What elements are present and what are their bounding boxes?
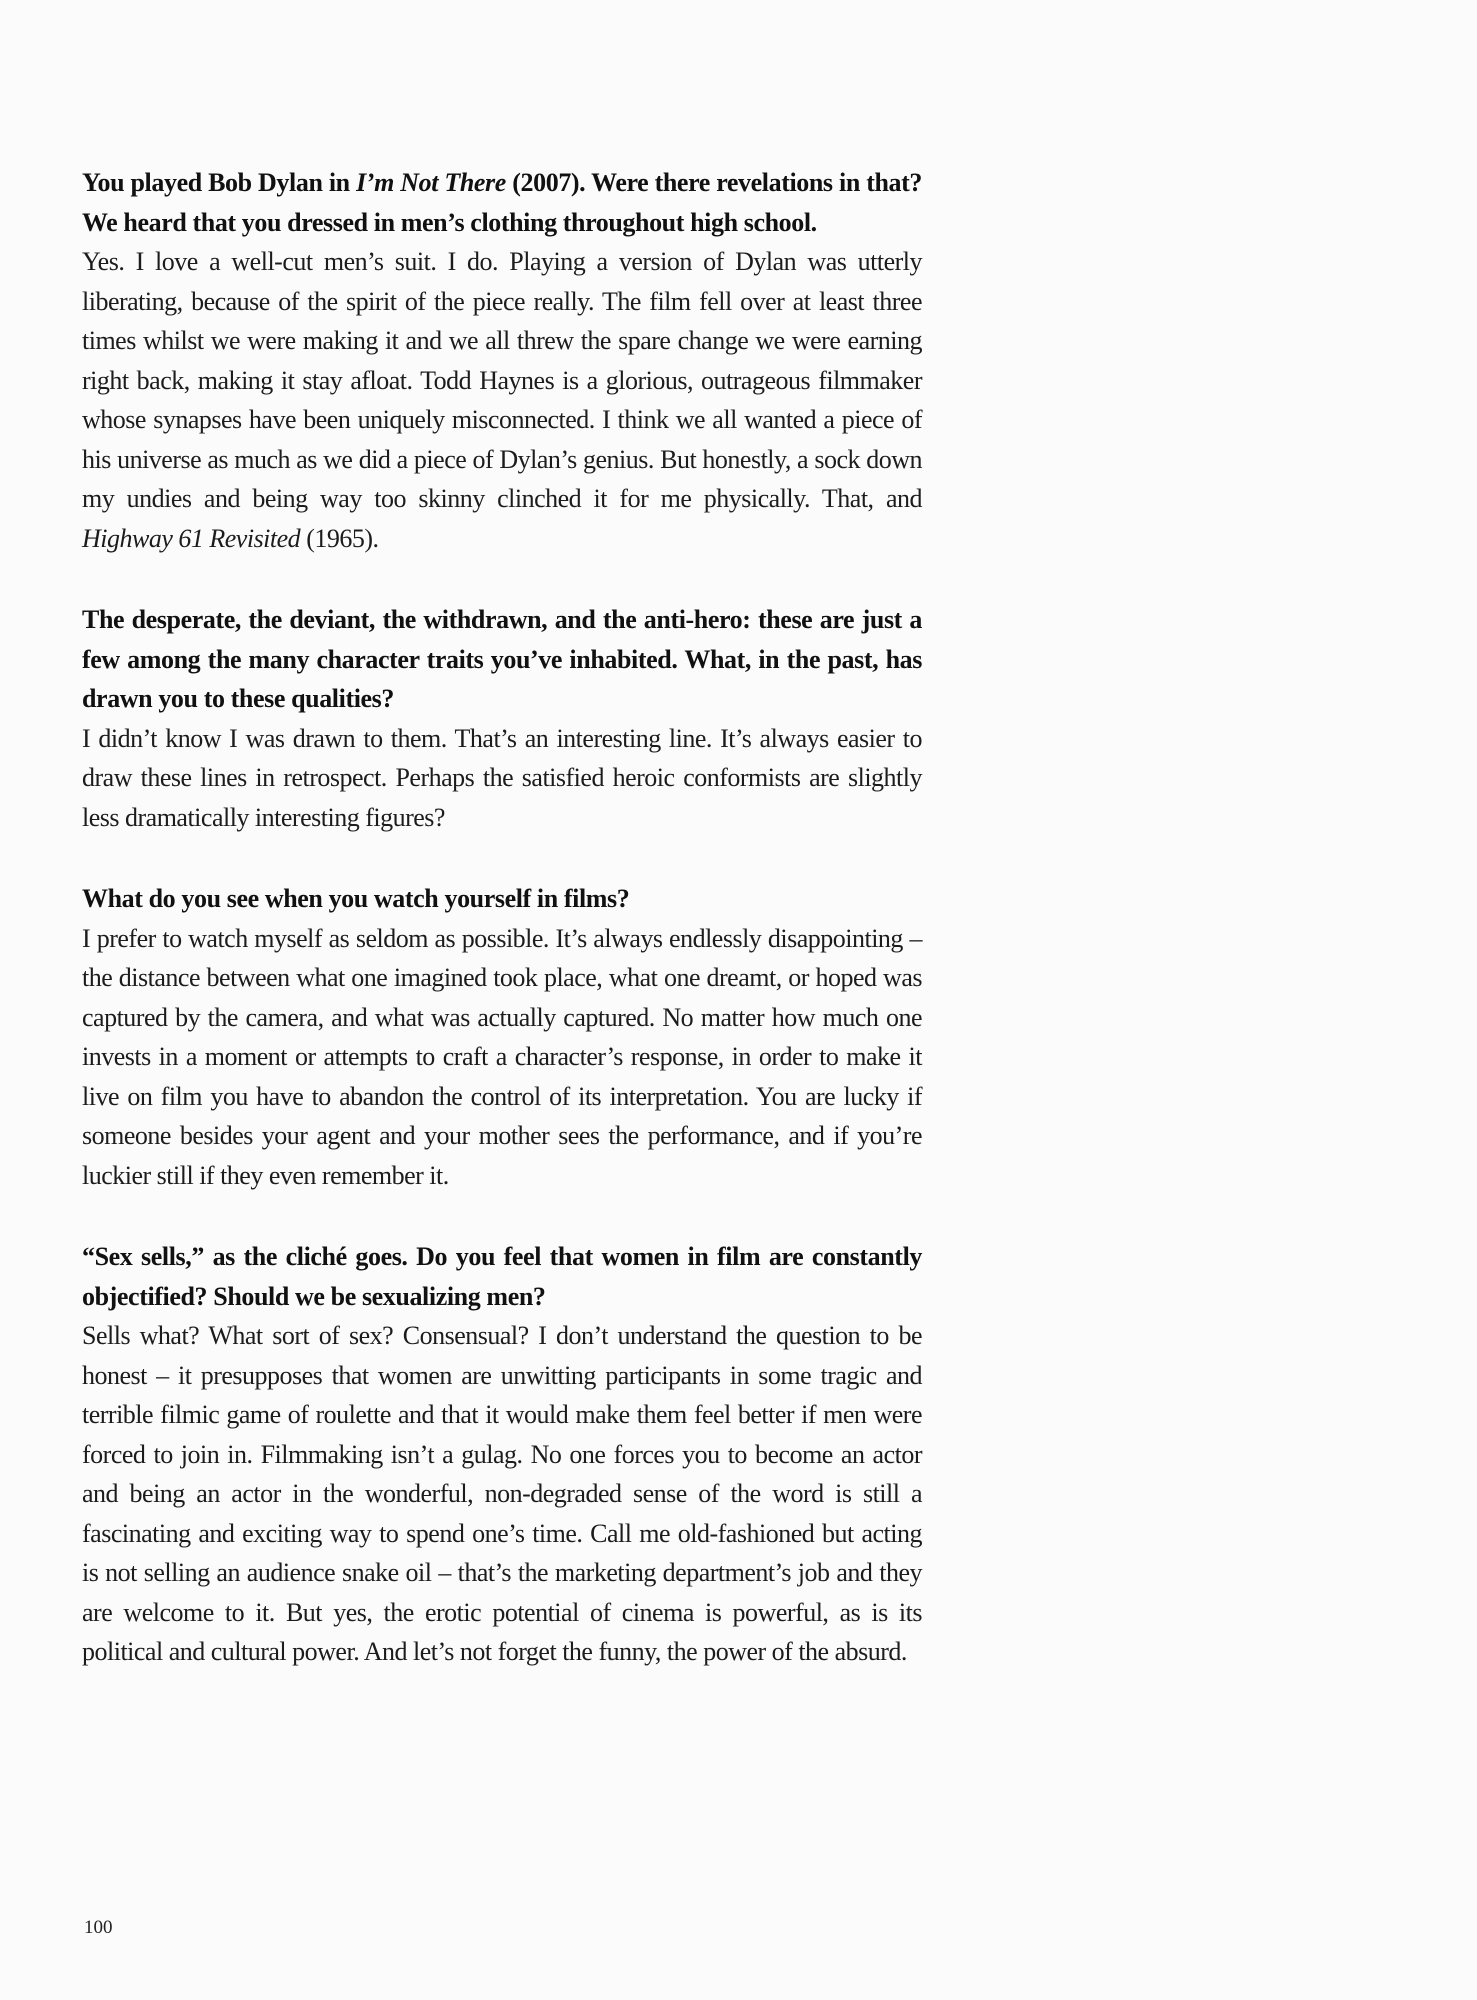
interview-question	[82, 600, 922, 719]
qa-block	[82, 163, 922, 558]
interview-column	[82, 163, 922, 1714]
qa-block	[82, 1237, 922, 1672]
film-title: I’m Not There	[356, 168, 506, 197]
answer-text: I prefer to watch myself as seldom as possible. It’s always endlessly disappointing – the distance between what one imagined took place, what one dreamt, or hoped was captured by the camera, and what was actually captured. No matter how much one invests in a moment or attempts to craft a character’s response, in order to make it live on film you have to abandon the control of its interpretation. You are lucky if someone besides your agent and your mother sees the performance, and if you’re luckier still if they even remember it.	[82, 923, 922, 1190]
qa-block	[82, 600, 922, 837]
page-number: 100	[84, 1917, 113, 1938]
answer-text: (1965).	[300, 523, 379, 553]
question-text: You played Bob Dylan in	[82, 168, 357, 197]
album-title: Highway 61 Revisited	[82, 523, 301, 553]
qa-block	[82, 879, 922, 1195]
answer-text: I didn’t know I was drawn to them. That’s an interesting line. It’s always easier to draw these lines in retrospect. Perhaps the satisfied heroic conformists are slightly less dramatically interesting figures?	[82, 723, 922, 832]
interview-answer	[82, 242, 922, 558]
question-text: (2007). Were there revelations in that? We heard that you dressed in men’s clothing throughout high school.	[82, 168, 922, 237]
question-text: The desperate, the deviant, the withdrawn, and the anti-hero: these are just a few among the many character traits you’ve inhabited. What, in the past, has drawn you to these qualities?	[82, 605, 922, 713]
interview-question	[82, 163, 922, 242]
interview-answer	[82, 1316, 922, 1672]
question-text: What do you see when you watch yourself in films?	[82, 884, 630, 913]
interview-answer	[82, 919, 922, 1196]
answer-text: Yes. I love a well-cut men’s suit. I do. Playing a version of Dylan was utterly liberating, because of the spirit of the piece really. The film fell over at least three times whilst we were making it and we all threw the spare change we were earning right back, making it stay afloat. Todd Haynes is a glorious, outrageous filmmaker whose synapses have been uniquely misconnected. I think we all wanted a piece of his universe as much as we did a piece of Dylan’s genius. But honestly, a sock down my undies and being way too skinny clinched it for me physically. That, and	[82, 247, 922, 513]
interview-question	[82, 879, 922, 919]
answer-text: Sells what? What sort of sex? Consensual? I don’t understand the question to be honest – it presupposes that women are unwitting participants in some tragic and terrible filmic game of roulette and that it would make them feel better if men were forced to join in. Filmmaking isn’t a gulag. No one forces you to become an actor and being an actor in the wonderful, non-degraded sense of the word is still a fascinating and exciting way to spend one’s time. Call me old-fashioned but acting is not selling an audience snake oil – that’s the marketing department’s job and they are welcome to it. But yes, the erotic potential of cinema is powerful, as is its political and cultural power. And let’s not forget the funny, the power of the absurd.	[82, 1321, 922, 1666]
interview-answer	[82, 719, 922, 838]
interview-question	[82, 1237, 922, 1316]
question-text: “Sex sells,” as the cliché goes. Do you feel that women in film are constantly objectified? Should we be sexualizing men?	[82, 1242, 922, 1311]
